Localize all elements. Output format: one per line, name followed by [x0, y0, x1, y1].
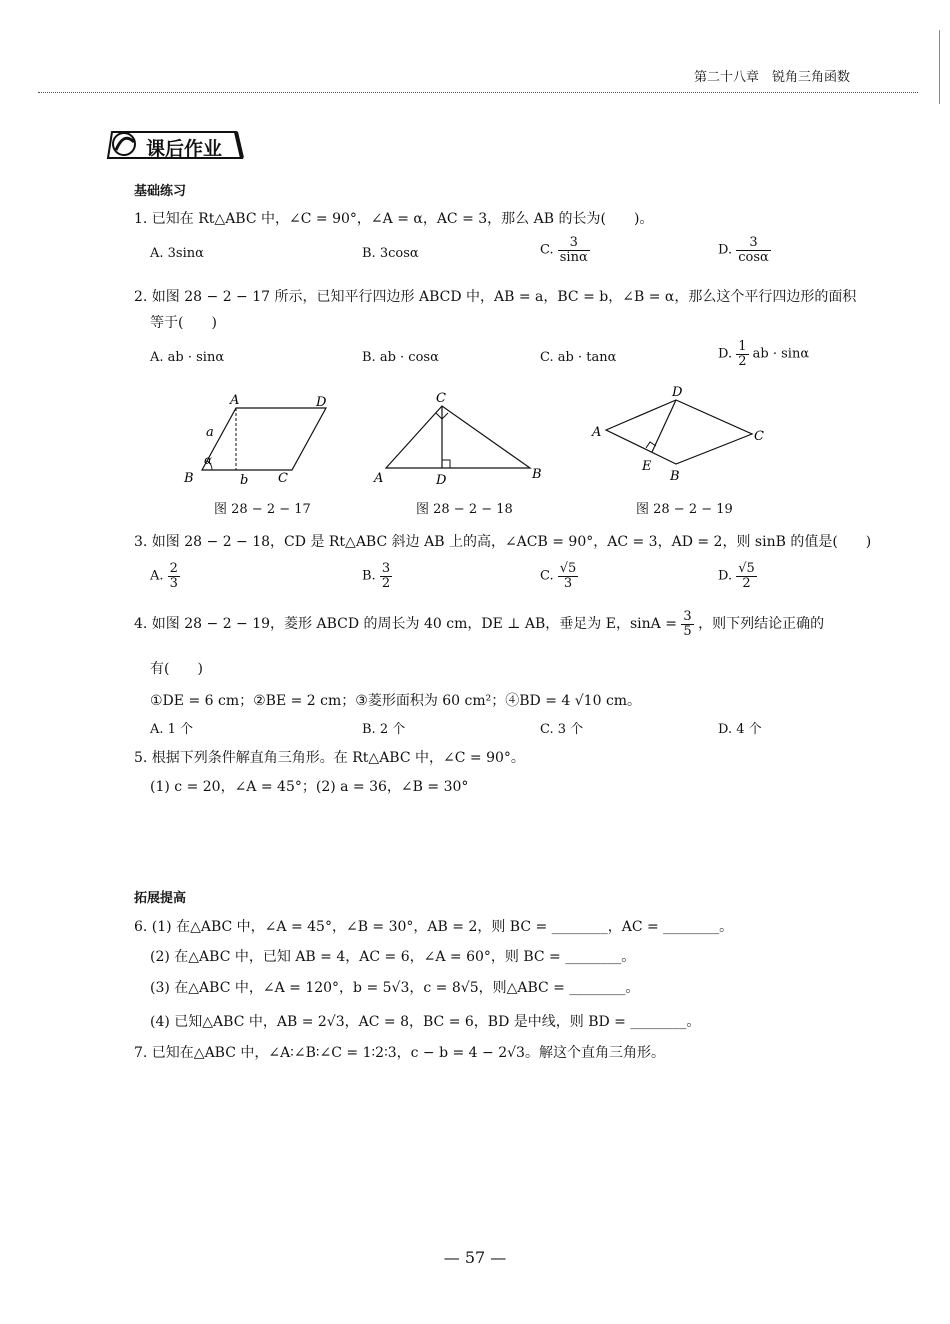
q2-option-d-fraction: [736, 340, 748, 368]
q2-option-d: [718, 340, 809, 368]
q3-a-fraction: [168, 562, 180, 590]
fig19-label-b: B: [670, 469, 680, 484]
fig18-label-c: C: [436, 391, 446, 406]
fig18-label-d: D: [436, 473, 447, 488]
q3-d-fraction: [736, 562, 757, 590]
q3-b-fraction: [380, 562, 392, 590]
fig18-label-a: A: [374, 471, 384, 486]
q6-part3: (3) 在△ABC 中，∠A = 120°，b = 5√3，c = 8√5，则△ABC = ________。: [150, 980, 640, 996]
fig17-label-alpha: α: [204, 453, 213, 467]
section-extend-title: 拓展提高: [134, 891, 187, 906]
fig17-label-d: D: [316, 395, 327, 410]
q4-stem-line2: 有( ): [150, 661, 203, 677]
figure-28-2-17: [178, 388, 338, 498]
fig19-label-c: C: [754, 429, 764, 444]
q3-b-prefix: B.: [362, 568, 376, 584]
q1-option-d: [718, 236, 771, 264]
q5-stem: 5. 根据下列条件解直角三角形。在 Rt△ABC 中，∠C = 90°。: [134, 750, 525, 766]
q6-part4: (4) 已知△ABC 中，AB = 2√3，AC = 8，BC = 6，BD 是中线，则 BD = ________。: [150, 1014, 701, 1030]
header-divider: [38, 92, 918, 93]
q4-conditions: ①DE = 6 cm；②BE = 2 cm；③菱形面积为 60 cm²；④BD = 4 √10 cm。: [150, 693, 642, 709]
section-basic-title: 基础练习: [134, 184, 187, 199]
q4-sina-fraction: [681, 610, 693, 638]
q4-frac-num: 3: [683, 609, 692, 624]
q1-c-den: sinα: [559, 249, 588, 265]
q1-option-c-fraction: [558, 236, 590, 264]
fig18-label-b: B: [532, 467, 542, 482]
q1-option-b: B. 3cosα: [362, 246, 419, 261]
q2-stem-line1: 2. 如图 28 − 2 − 17 所示，已知平行四边形 ABCD 中，AB = a，BC = b，∠B = α，那么这个平行四边形的面积: [134, 289, 857, 305]
q3-c-den: 3: [563, 575, 573, 591]
q4-option-b: B. 2 个: [362, 722, 406, 737]
q3-option-d: [718, 562, 757, 590]
q2-d-num: 1: [738, 339, 747, 354]
q2-d-den: 2: [738, 353, 747, 369]
figure-28-2-19: [586, 380, 776, 490]
q3-c-num: √5: [559, 561, 577, 576]
q2-option-a: A. ab · sinα: [150, 350, 225, 365]
homework-badge-label: 课后作业: [146, 138, 223, 160]
q1-option-d-prefix: D.: [718, 242, 733, 258]
q3-b-den: 2: [381, 575, 391, 591]
q1-c-num: 3: [558, 236, 590, 251]
q4-stem-part1: 4. 如图 28 − 2 − 19，菱形 ABCD 的周长为 40 cm，DE ⊥ AB，垂足为 E，sinA =: [134, 616, 677, 633]
q3-a-prefix: A.: [150, 568, 164, 584]
q1-option-d-fraction: [736, 236, 771, 264]
q2-option-d-rest: ab · sinα: [752, 346, 810, 362]
q5-sub: (1) c = 20，∠A = 45°；(2) a = 36，∠B = 30°: [150, 779, 469, 795]
q4-option-d: D. 4 个: [718, 722, 762, 737]
page-number: — 57 —: [443, 1248, 507, 1267]
q6-part1: 6. (1) 在△ABC 中，∠A = 45°，∠B = 30°，AB = 2，则 BC = ________，AC = ________。: [134, 919, 734, 935]
q1-d-den: cosα: [738, 249, 769, 265]
fig19-label-d: D: [672, 385, 683, 400]
q1-option-c-prefix: C.: [540, 242, 554, 258]
fig19-caption: 图 28 − 2 − 19: [636, 502, 733, 517]
q3-d-den: 2: [742, 575, 751, 591]
fig17-label-side-a: a: [206, 425, 214, 440]
q3-option-a: [150, 562, 180, 590]
q2-option-c: C. ab · tanα: [540, 350, 617, 365]
q4-option-a: A. 1 个: [150, 722, 194, 737]
q4-frac-den: 5: [683, 623, 692, 639]
fig19-label-a: A: [592, 425, 602, 440]
q1-option-a: A. 3sinα: [150, 246, 204, 261]
q3-c-prefix: C.: [540, 568, 554, 584]
q1-stem: 1. 已知在 Rt△ABC 中，∠C = 90°，∠A = α，AC = 3，那么 AB 的长为( )。: [134, 211, 654, 227]
fig17-label-c: C: [278, 471, 288, 486]
q1-option-c: [540, 236, 590, 264]
q4-stem-line1: [134, 610, 824, 638]
q2-option-b: B. ab · cosα: [362, 350, 439, 365]
fig17-label-b: B: [184, 471, 194, 486]
q1-d-num: 3: [736, 236, 771, 251]
header-side-rule: [939, 30, 940, 104]
q3-a-den: 3: [169, 575, 178, 591]
fig17-label-a-vertex: A: [230, 393, 240, 408]
fig18-caption: 图 28 − 2 − 18: [416, 502, 513, 517]
q7-stem: 7. 已知在△ABC 中，∠A∶∠B∶∠C = 1∶2∶3，c − b = 4 − 2√3。解这个直角三角形。: [134, 1045, 665, 1061]
q3-d-prefix: D.: [718, 568, 733, 584]
q3-option-b: [362, 562, 392, 590]
q4-stem-part2: ，则下列结论正确的: [698, 616, 825, 633]
q2-stem-line2: 等于( ): [150, 315, 217, 331]
fig17-label-side-b: b: [240, 473, 249, 488]
q3-option-c: [540, 562, 578, 590]
q4-option-c: C. 3 个: [540, 722, 584, 737]
fig17-caption: 图 28 − 2 − 17: [214, 502, 311, 517]
q3-c-fraction: [558, 562, 579, 590]
figure-28-2-18: [370, 386, 550, 496]
q2-option-d-prefix: D.: [718, 346, 733, 362]
q3-d-num: √5: [738, 561, 755, 576]
q3-b-num: 3: [381, 561, 391, 576]
chapter-title: 第二十八章 锐角三角函数: [693, 70, 850, 85]
q6-part2: (2) 在△ABC 中，已知 AB = 4，AC = 6，∠A = 60°，则 BC = ________。: [150, 949, 636, 965]
q3-stem: 3. 如图 28 − 2 − 18，CD 是 Rt△ABC 斜边 AB 上的高，∠ACB = 90°，AC = 3，AD = 2，则 sinB 的值是( ): [134, 534, 872, 550]
q3-a-num: 2: [169, 561, 178, 576]
fig19-label-e: E: [642, 459, 652, 474]
